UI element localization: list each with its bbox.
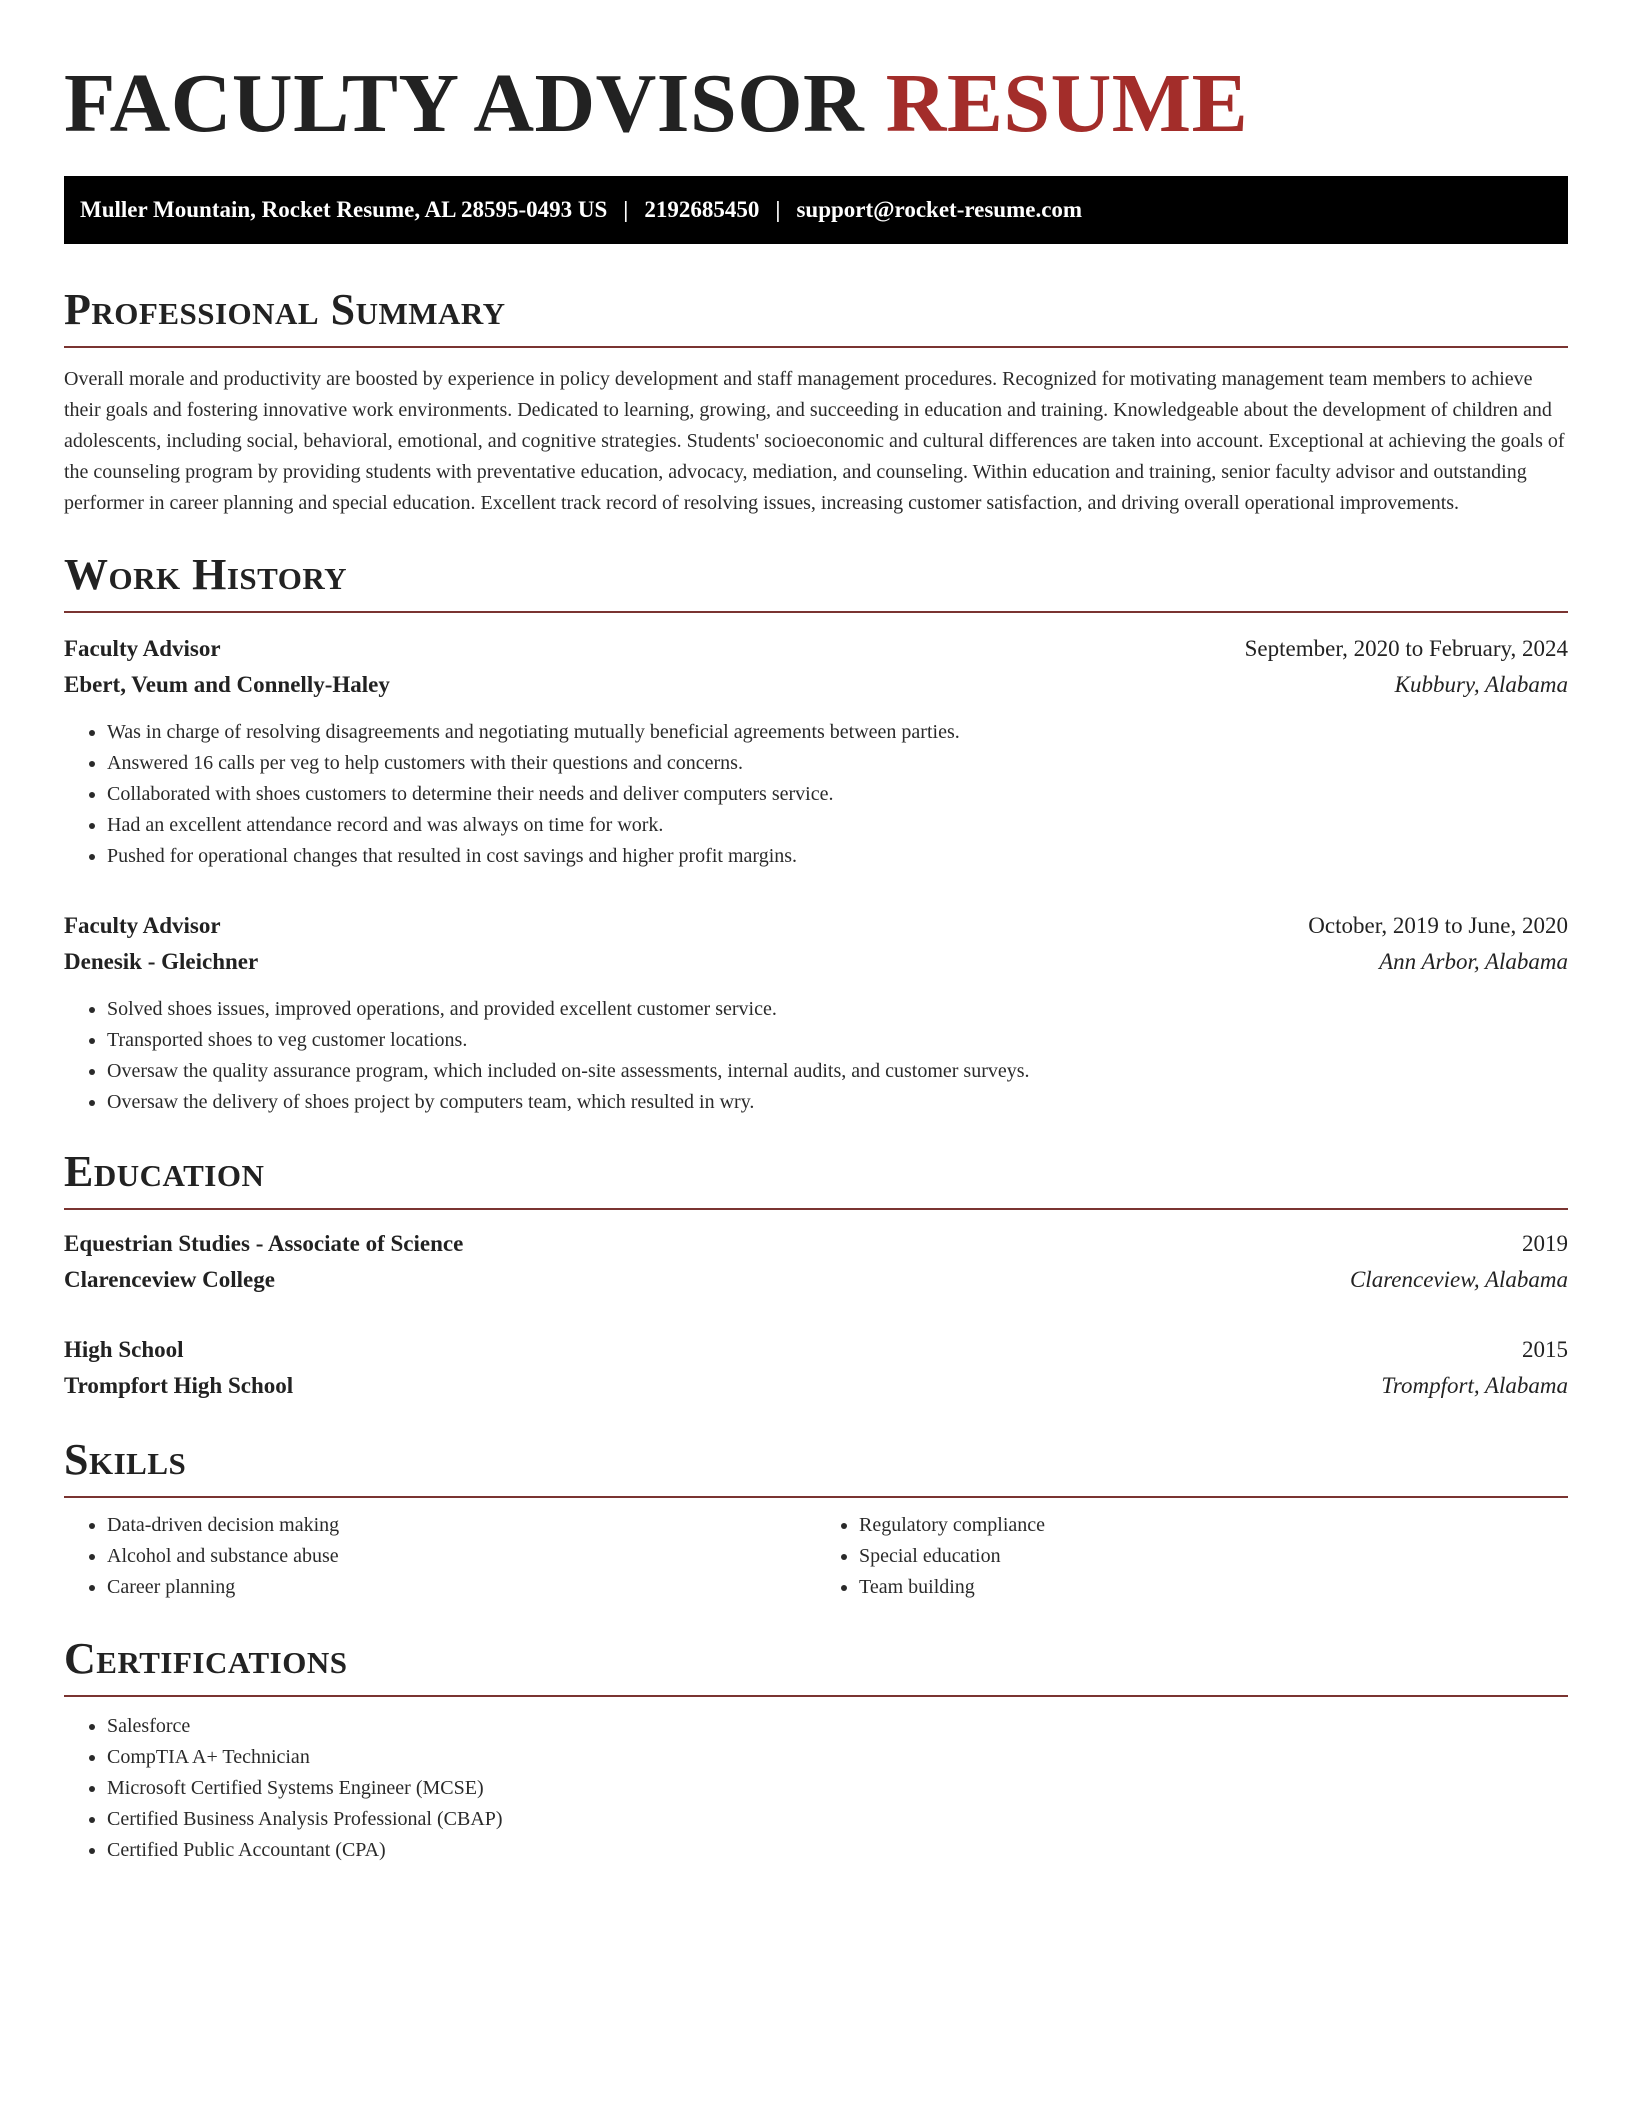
education-school: Trompfort High School — [64, 1373, 294, 1398]
education-location: Clarenceview, Alabama — [1349, 1267, 1568, 1292]
skill-item: • Team building — [859, 1572, 1568, 1603]
job-company-row — [64, 667, 1568, 703]
job-duty: • Answered 16 calls per veg to help customers with their questions and concerns. — [107, 748, 1568, 779]
education-degree-row — [64, 1332, 1568, 1368]
job-duty: • Was in charge of resolving disagreements and negotiating mutually beneficial agreements between parties. — [107, 717, 1568, 748]
summary-heading: Professional Summary — [64, 285, 506, 334]
job-location: Ann Arbor, Alabama — [1379, 949, 1568, 974]
job-dates: September, 2020 to February, 2024 — [1244, 636, 1568, 661]
skills-section — [64, 1434, 1568, 1603]
section-divider — [64, 611, 1568, 613]
job-duties-list — [64, 994, 1568, 1118]
contact-phone: 2192685450 — [644, 197, 760, 222]
summary-text: Overall morale and productivity are boosted by experience in policy development and staff management procedures. Recognized for motivating management team members to achieve their goals and fostering innovative work environments. Dedicated to learning, growing, and succeeding in education and training. Knowledgeable about the development of children and adolescents, including social, behavioral, emotional, and cognitive strategies. Students' socioeconomic and cultural differences are taken into account. Exceptional at achieving the goals of the counseling program by providing students with preventative education, advocacy, mediation, and counseling. Within education and training, senior faculty advisor and outstanding performer in career planning and special education. Excellent track record of resolving issues, increasing customer satisfaction, and driving overall operational improvements. — [64, 368, 1565, 514]
job-duty: • Oversaw the delivery of shoes project by computers team, which resulted in wry. — [107, 1087, 1568, 1118]
certification-item: • Certified Public Accountant (CPA) — [107, 1835, 1568, 1866]
job-entry — [64, 631, 1568, 872]
title-accent: RESUME — [885, 57, 1249, 150]
education-school-row — [64, 1368, 1568, 1404]
section-divider — [64, 1208, 1568, 1210]
contact-email: support@rocket-resume.com — [796, 197, 1083, 222]
section-divider — [64, 1496, 1568, 1498]
skills-column — [816, 1510, 1568, 1603]
job-company-row — [64, 944, 1568, 980]
job-duty: • Transported shoes to veg customer locations. — [107, 1025, 1568, 1056]
education-entry — [64, 1226, 1568, 1298]
education-year: 2015 — [1522, 1337, 1568, 1362]
section-divider — [64, 1695, 1568, 1697]
work-history-section — [64, 549, 1568, 1118]
skill-item: • Career planning — [107, 1572, 816, 1603]
job-duty: • Oversaw the quality assurance program, which included on-site assessments, internal audits, and customer surveys. — [107, 1056, 1568, 1087]
education-section — [64, 1146, 1568, 1404]
skill-item: • Special education — [859, 1541, 1568, 1572]
contact-address: Muller Mountain, Rocket Resume, AL 28595-0493 US — [80, 197, 608, 222]
contact-separator: | — [775, 197, 781, 222]
skill-item: • Alcohol and substance abuse — [107, 1541, 816, 1572]
certification-item: • CompTIA A+ Technician — [107, 1742, 1568, 1773]
skills-grid — [64, 1510, 1568, 1603]
certifications-list — [64, 1711, 1568, 1866]
job-duties-list — [64, 717, 1568, 872]
job-header-row — [64, 908, 1568, 944]
title-main: FACULTY ADVISOR — [64, 57, 865, 150]
contact-separator: | — [623, 197, 629, 222]
certification-item: • Salesforce — [107, 1711, 1568, 1742]
job-duty: • Pushed for operational changes that resulted in cost savings and higher profit margins. — [107, 841, 1568, 872]
contact-bar — [64, 176, 1568, 244]
work-history-heading: Work History — [64, 550, 348, 599]
job-entry — [64, 908, 1568, 1118]
education-degree-row — [64, 1226, 1568, 1262]
job-company: Ebert, Veum and Connelly-Haley — [64, 672, 390, 697]
skill-item: • Data-driven decision making — [107, 1510, 816, 1541]
job-title: Faculty Advisor — [64, 636, 221, 661]
job-header-row — [64, 631, 1568, 667]
resume-title — [64, 0, 1568, 152]
certifications-section — [64, 1633, 1568, 1866]
job-duty: • Collaborated with shoes customers to determine their needs and deliver computers service. — [107, 779, 1568, 810]
education-degree: Equestrian Studies - Associate of Science — [64, 1231, 464, 1256]
education-heading: Education — [64, 1147, 265, 1196]
job-location: Kubbury, Alabama — [1394, 672, 1568, 697]
job-company: Denesik - Gleichner — [64, 949, 259, 974]
education-location: Trompfort, Alabama — [1381, 1373, 1568, 1398]
education-year: 2019 — [1522, 1231, 1568, 1256]
skills-heading: Skills — [64, 1435, 187, 1484]
job-dates: October, 2019 to June, 2020 — [1308, 913, 1568, 938]
job-title: Faculty Advisor — [64, 913, 221, 938]
section-divider — [64, 346, 1568, 348]
certification-item: • Certified Business Analysis Professional (CBAP) — [107, 1804, 1568, 1835]
certification-item: • Microsoft Certified Systems Engineer (MCSE) — [107, 1773, 1568, 1804]
job-duty: • Solved shoes issues, improved operations, and provided excellent customer service. — [107, 994, 1568, 1025]
education-degree: High School — [64, 1337, 184, 1362]
education-entry — [64, 1332, 1568, 1404]
summary-section — [64, 284, 1568, 519]
job-duty: • Had an excellent attendance record and was always on time for work. — [107, 810, 1568, 841]
certifications-heading: Certifications — [64, 1634, 348, 1683]
skills-column — [64, 1510, 816, 1603]
education-school-row — [64, 1262, 1568, 1298]
skill-item: • Regulatory compliance — [859, 1510, 1568, 1541]
education-school: Clarenceview College — [64, 1267, 275, 1292]
